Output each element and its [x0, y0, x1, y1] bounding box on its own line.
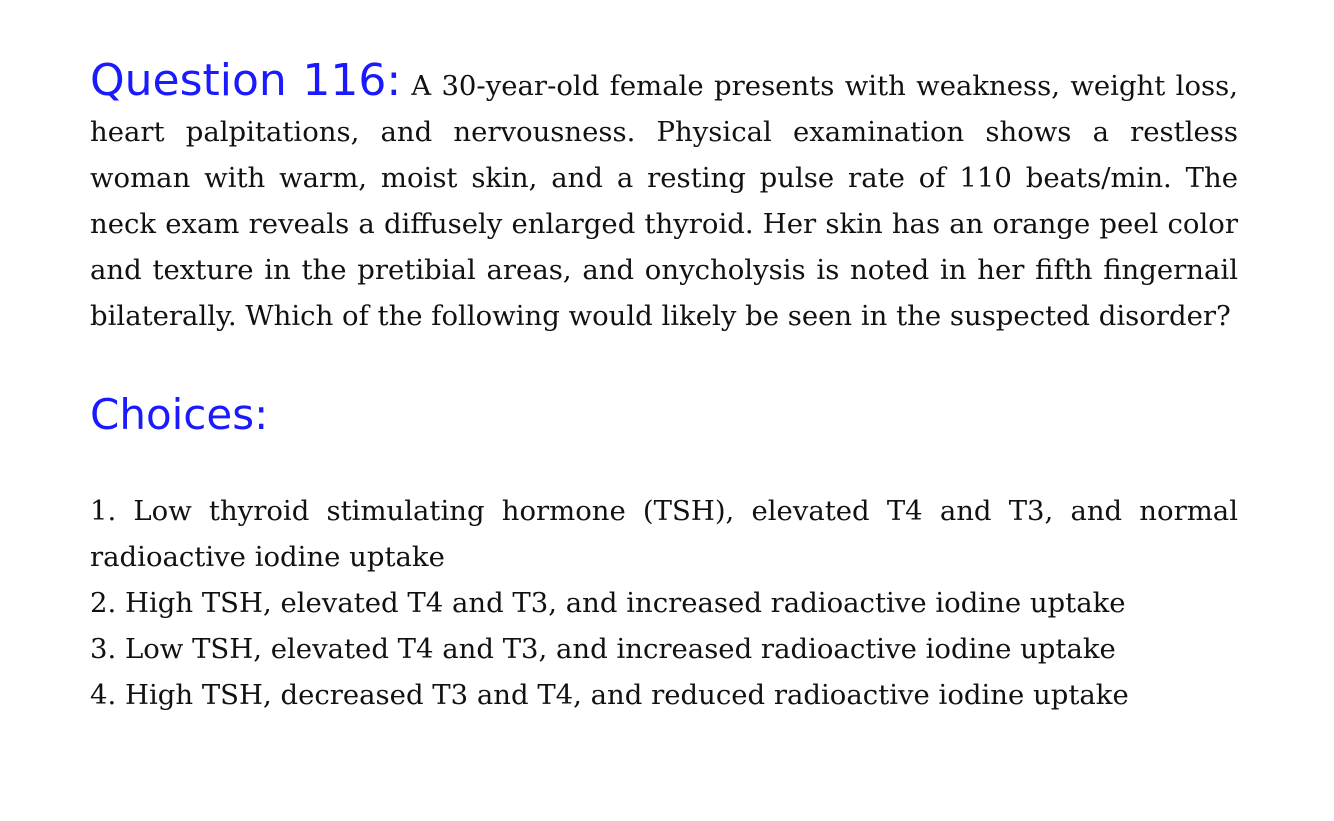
choice-2[interactable]: 2. High TSH, elevated T4 and T3, and increased radioactive iodine uptake — [90, 587, 1126, 619]
choice-3[interactable]: 3. Low TSH, elevated T4 and T3, and increased radioactive iodine uptake — [90, 633, 1116, 665]
choices-list — [90, 488, 1238, 718]
question-paragraph — [90, 55, 1238, 339]
choice-4[interactable]: 4. High TSH, decreased T3 and T4, and reduced radioactive iodine uptake — [90, 679, 1129, 711]
choices-heading: Choices: — [90, 390, 269, 439]
choice-1[interactable]: 1. Low thyroid stimulating hormone (TSH), elevated T4 and T3, and normal radioactive iodine uptake — [90, 495, 1238, 573]
question-text: A 30-year-old female presents with weakness, weight loss, heart palpitations, and nervousness. Physical examination shows a restless woman with warm, moist skin, and a resting pulse rate of 110 beats/min. The neck exam reveals a diffusely enlarged thyroid. Her skin has an orange peel color and texture in the pretibial areas, and onycholysis is noted in her fifth fingernail bilaterally. Which of the following would likely be seen in the suspected disorder? — [90, 70, 1238, 332]
question-card — [90, 55, 1238, 718]
question-label: Question 116: — [90, 55, 402, 106]
